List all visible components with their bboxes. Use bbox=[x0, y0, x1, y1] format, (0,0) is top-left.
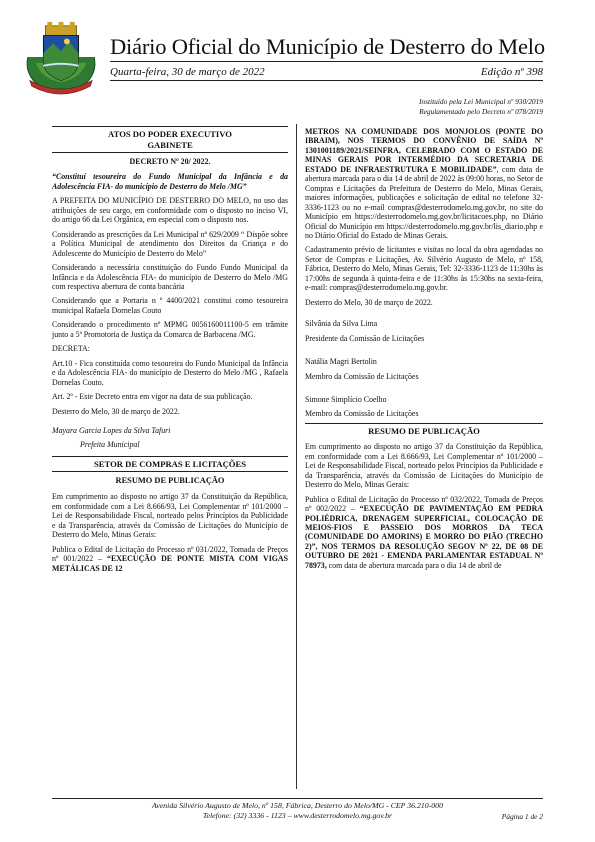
tender-notice-continuation bbox=[305, 127, 543, 240]
decree-consideration-4: Considerando o procedimento nº MPMG 0056160011100-5 em trâmite junto a 5ª Promotoria de Justiça da Comarca de Barbacena /MG. bbox=[52, 320, 288, 339]
decree-consideration-2: Considerando a necessária constituição do Fundo Fundo Municipal da Infância e da Adolescência FIA- do município de Desterro do Melo /MG com respectiva abertura de conta bancária bbox=[52, 263, 288, 291]
tender-notice-text: Publica o Edital de Licitação do Processo nº 031/2022, Tomada de Preços nº 001/2022 – bbox=[52, 544, 288, 564]
section-subheading-summary: RESUMO DE PUBLICAÇÃO bbox=[115, 475, 225, 485]
decree-article-1: Art.10 - Fica constituída como tesoureira do Fundo Municipal da Infância e da Adolescência FIA- do município de Desterro do Melo /MG , Rafaela Dornelas Couto. bbox=[52, 358, 288, 387]
decree-place-date: Desterro do Melo, 30 de março de 2022. bbox=[52, 406, 180, 416]
issue-date: Quarta-feira, 30 de março de 2022 bbox=[110, 66, 265, 78]
section-heading-executive-line2: GABINETE bbox=[147, 140, 193, 150]
signer-role: Prefeita Municipal bbox=[80, 440, 140, 450]
decree-preamble: A PREFEITA DO MUNICÍPIO DE DESTERRO DO MELO, no uso das atribuições de seu cargo, em conformidade com o disposto no inciso VI, do artigo 66 da Lei Orgânica, em especial com o disposto nos. bbox=[52, 196, 288, 225]
right-place-date: Desterro do Melo, 30 de março de 2022. bbox=[305, 297, 433, 307]
footer-rule bbox=[52, 798, 543, 799]
tender-notice-object-2: “EXECUÇÃO DE PAVIMENTAÇÃO EM PEDRA POLIÉDRICA, DRENAGEM SUPERFICIAL, COLOCAÇÃO DE MEIOS-FIOS E PASSEIO DOS MORROS DA TECA (COMUNIDADE DO AMORINS) E MORRO DO PIÃO (TRECHO 2)”, NOS TERMOS DA RESOLUÇÃO SEGOV Nº 22, DE 08 DE OUTUBRO DE 2021 - EMENDA PARLAMENTAR ESTADUAL Nº 78973, bbox=[305, 504, 543, 570]
edition-number: Edição nº 398 bbox=[480, 66, 543, 78]
right-column bbox=[305, 127, 543, 575]
signer-name: Mayara Garcia Lopes da Silva Tafuri bbox=[52, 425, 171, 435]
decree-summary: “Constitui tesoureira do Fundo Municipal da Infância e da Adolescência FIA- do município de Desterro do Melo /MG” bbox=[52, 172, 288, 191]
institution-law: Instituído pela Lei Municipal nº 930/2019 bbox=[418, 97, 543, 106]
footer-address: Avenida Silvério Augusto de Melo, nº 158, Fábrica, Desterro do Melo/MG - CEP 36.210-000 bbox=[152, 801, 443, 810]
header-rule-top bbox=[110, 61, 543, 62]
footer-contact: Telefone: (32) 3336 - 1123 – www.desterrodomelo.mg.gov.br bbox=[202, 811, 393, 820]
tender-notice-paragraph bbox=[52, 545, 288, 573]
municipal-coat-of-arms-icon bbox=[22, 18, 100, 96]
column-divider bbox=[296, 124, 297, 789]
decree-consideration-1: Considerando as prescrições da Lei Municipal nº 629/2009 “ Dispõe sobre a Política Municipal de atendimento dos Direitos da Criança e do Adolescente do Município de Desterro do Melo” bbox=[52, 229, 288, 258]
decree-number: DECRETO Nº 20/ 2022. bbox=[129, 157, 211, 166]
signer-1-role: Presidente da Comissão de Licitações bbox=[305, 333, 425, 343]
page-number: Página 1 de 2 bbox=[501, 812, 543, 821]
signer-1-name: Silvânia da Silva Lima bbox=[305, 319, 378, 329]
tender-details: , com data de abertura marcada para o dia 14 de abril de 2022 às 09:00 horas, no Setor de Compras e Licitações da Prefeitura de Desterro do Melo, Minas Gerais, maiores informações, publicações e solicitação de edital no telefone 32-3336-1123 ou no e-mail compras@desterrodomelo.mg.gov.br, no site do Município em https://desterrodomelo.mg.gov.br/licitacoes.php, no Diário Oficial do Município em https://desterrodomelo.mg.gov.br/lis_diario.php e no Diário Oficial do Estado de Minas Gerais. bbox=[305, 164, 543, 240]
tender-notice-object: “EXECUÇÃO DE PONTE MISTA COM VIGAS METÁLICAS DE 12 bbox=[52, 554, 288, 573]
newspaper-title: Diário Oficial do Município de Desterro do Melo bbox=[110, 34, 545, 59]
decree-article-2: Art. 2º - Este Decreto entra em vigor na data de sua publicação. bbox=[52, 392, 253, 402]
left-column bbox=[52, 126, 288, 578]
tender-notice-text-2: Publica o Edital de Licitação do Processo nº 032/2022, Tomada de Preços nº 002/2022 – bbox=[305, 494, 543, 514]
section-heading-summary-2: RESUMO DE PUBLICAÇÃO bbox=[305, 423, 543, 436]
tender-object-continued: METROS NA COMUNIDADE DOS MONJOLOS (PONTE DO IBRAIM), NOS TERMOS DO CONVÊNIO DE SAÍDA Nº 1301001189/2021/SEINFRA, CELEBRADO COM O ESTADO DE MINAS GERAIS POR INTERMÉDIO DA SECRETARIA DE ESTADO DE INFRAESTRUTURA E MOBILIDADE” bbox=[305, 127, 543, 174]
tender-notice-paragraph-2 bbox=[305, 495, 543, 571]
signer-3-name: Simone Simplício Coelho bbox=[305, 394, 387, 404]
summary-intro-paragraph: Em cumprimento ao disposto no artigo 37 da Constituição da República, em conformidade com a Lei 8.666/93, Lei Complementar nº 101/2000 – Lei de Responsabilidade Fiscal, norteado pelos Princípios da Publicidade e da Transparência, através da Comissão de Licitações do Município de Desterro do Melo, Minas Gerais: bbox=[52, 492, 288, 540]
signer-3-role: Membro da Comissão de Licitações bbox=[305, 409, 419, 419]
header-rule-bottom bbox=[110, 80, 543, 81]
decree-decreta: DECRETA: bbox=[52, 344, 90, 354]
regulation-decree: Regulamentado pelo Decreto nº 078/2019 bbox=[419, 107, 543, 116]
summary-intro-paragraph-2: Em cumprimento ao disposto no artigo 37 da Constituição da República, em conformidade com a Lei 8.666/93, Lei Complementar nº 101/2000 – Lei de Responsabilidade Fiscal, norteado pelos Princípios da Publicidade e da Transparência, através da Comissão de Licitações do Município de Desterro do Melo, Minas Gerais: bbox=[305, 442, 543, 490]
decree-consideration-3: Considerando que a Portaria n º 4400/2021 constitui como tesoureira municipal Rafaela Dornelas Couto bbox=[52, 296, 288, 315]
section-heading-executive bbox=[52, 126, 288, 153]
tender-notice-end-2: com data de abertura marcada para o dia 14 de abril de bbox=[326, 560, 502, 570]
section-heading-executive-line1: ATOS DO PODER EXECUTIVO bbox=[108, 129, 232, 139]
signer-2-role: Membro da Comissão de Licitações bbox=[305, 371, 419, 381]
signer-2-name: Natália Magri Bertolin bbox=[305, 357, 377, 367]
section-heading-purchasing: SETOR DE COMPRAS E LICITAÇÕES bbox=[52, 456, 288, 472]
registration-paragraph: Cadastramento prévio de licitantes e visitas no local da obra agendadas no Setor de Compras e Licitações, Av. Silvério Augusto de Melo, nº 158, Fábrica, Desterro do Melo, Minas Gerais, Tel: 32-3336-1123 de 11:30hs às 17:00hs de segunda à quinta-feira e de 11:30hs às 15:30hs na sexta-feira, e-mail: compras@desterrodomelo.mg.gov.br. bbox=[305, 245, 543, 293]
